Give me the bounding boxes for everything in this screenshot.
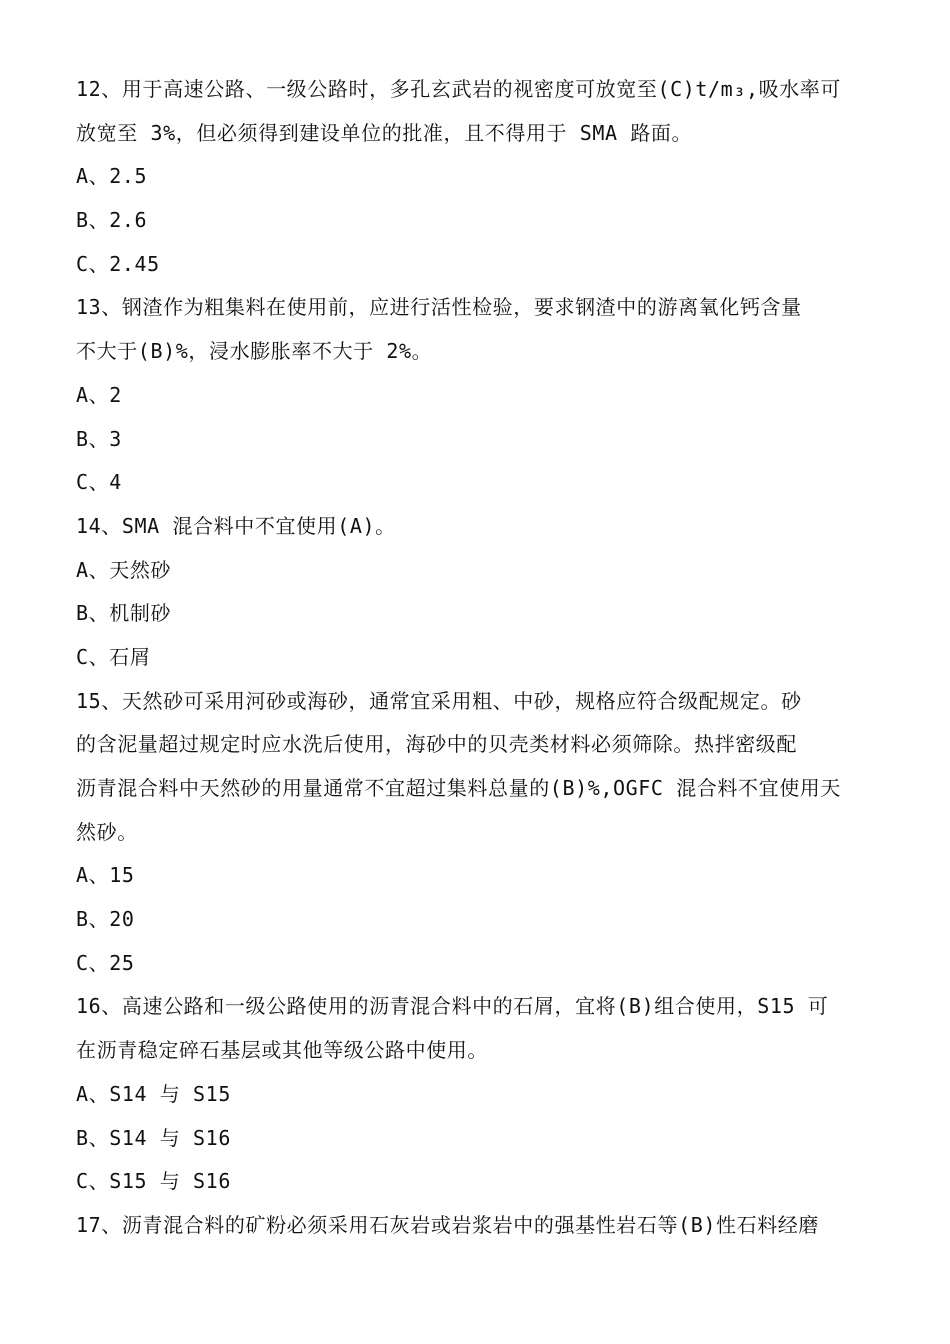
question-15-line-1: 15、天然砂可采用河砂或海砂，通常宜采用粗、中砂，规格应符合级配规定。砂 <box>76 688 802 713</box>
question-12-line-1: 12、用于高速公路、一级公路时，多孔玄武岩的视密度可放宽至(C)t/m₃,吸水率可 <box>76 77 842 101</box>
question-16-line-2: 在沥青稳定碎石基层或其他等级公路中使用。 <box>76 1038 488 1063</box>
question-16 <box>76 985 878 1203</box>
question-13 <box>76 286 878 504</box>
question-15-option-b: B、20 <box>76 907 135 932</box>
question-15-line-3: 沥青混合料中天然砂的用量通常不宜超过集料总量的(B)%,OGFC 混合料不宜使用天 <box>76 776 842 800</box>
question-12-option-b: B、2.6 <box>76 208 148 233</box>
question-14-line-1: 14、SMA 混合料中不宜使用(A)。 <box>76 513 396 538</box>
question-13-line-2: 不大于(B)%，浸水膨胀率不大于 2%。 <box>76 339 433 364</box>
question-13-option-a: A、2 <box>76 382 122 407</box>
question-13-option-b: B、3 <box>76 426 122 451</box>
question-16-option-b: B、S14 与 S16 <box>76 1125 231 1150</box>
question-16-option-a: A、S14 与 S15 <box>76 1081 231 1106</box>
question-17 <box>76 1204 878 1248</box>
question-14-option-c: C、石屑 <box>76 644 151 669</box>
question-12 <box>76 68 878 286</box>
question-17-line-1: 17、沥青混合料的矿粉必须采用石灰岩或岩浆岩中的强基性岩石等(B)性石料经磨 <box>76 1212 820 1237</box>
question-14-option-b: B、机制砂 <box>76 601 172 626</box>
question-12-line-2: 放宽至 3%，但必须得到建设单位的批准，且不得用于 SMA 路面。 <box>76 120 693 145</box>
question-16-option-c: C、S15 与 S16 <box>76 1169 231 1194</box>
question-13-option-c: C、4 <box>76 470 122 495</box>
question-15-line-4: 然砂。 <box>76 819 138 844</box>
question-12-option-c: C、2.45 <box>76 251 160 276</box>
question-16-line-1: 16、高速公路和一级公路使用的沥青混合料中的石屑，宜将(B)组合使用，S15 可 <box>76 994 829 1019</box>
question-15-option-a: A、15 <box>76 863 135 888</box>
question-14 <box>76 505 878 680</box>
question-14-option-a: A、天然砂 <box>76 557 172 582</box>
question-12-option-a: A、2.5 <box>76 164 148 189</box>
question-13-line-1: 13、钢渣作为粗集料在使用前，应进行活性检验，要求钢渣中的游离氧化钙含量 <box>76 295 802 320</box>
question-15-line-2: 的含泥量超过规定时应水洗后使用，海砂中的贝壳类材料必须筛除。热拌密级配 <box>76 732 797 757</box>
question-15-option-c: C、25 <box>76 950 135 975</box>
question-15 <box>76 680 878 986</box>
question-list <box>76 68 878 1248</box>
